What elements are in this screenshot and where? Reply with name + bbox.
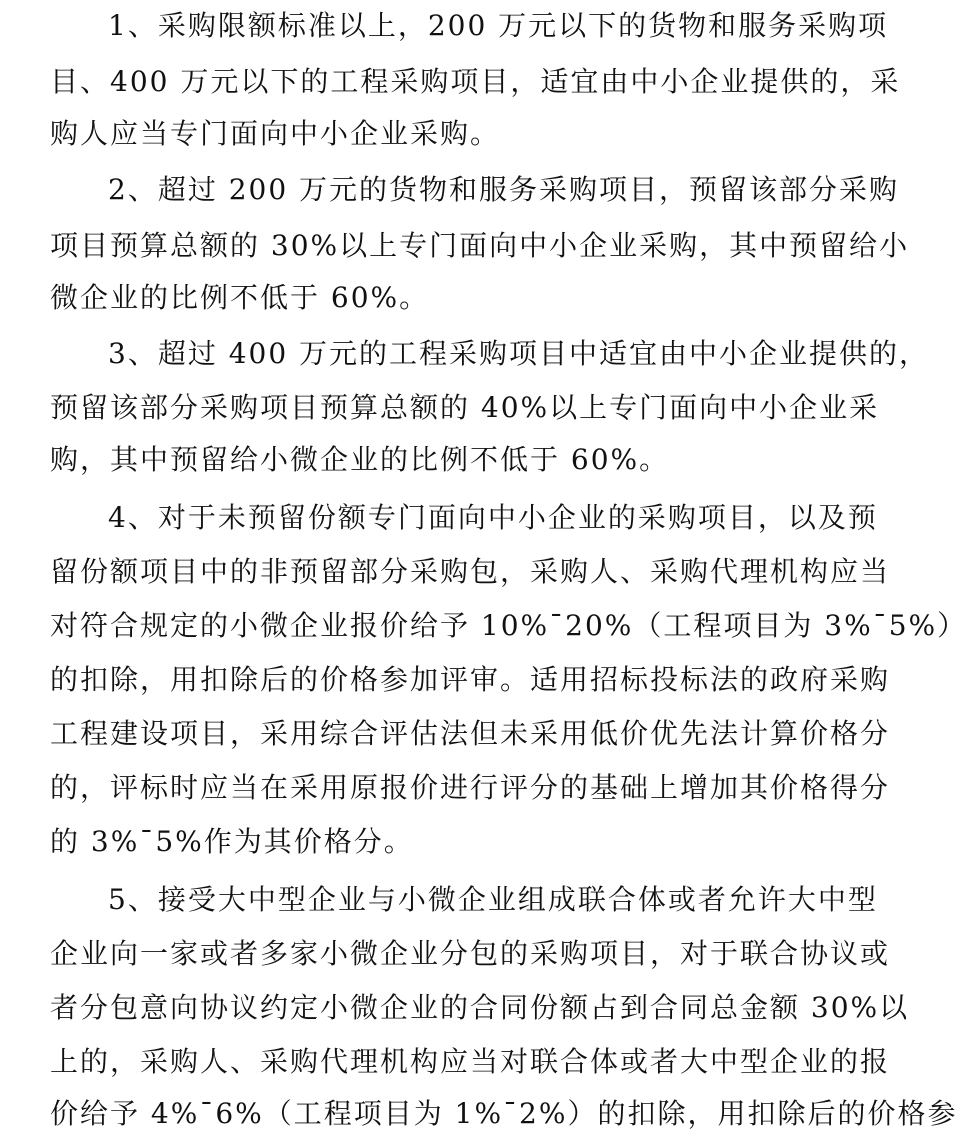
paragraph-1-line-3: 购人应当专门面向中小企业采购。 [50,117,501,150]
paragraph-4-line-2: 留份额项目中的非预留部分采购包，采购人、采购代理机构应当 [50,555,891,588]
paragraph-2-line-1: 2、超过 200 万元的货物和服务采购项目，预留该部分采购 [108,173,900,206]
paragraph-5-line-2: 企业向一家或者多家小微企业分包的采购项目，对于联合协议或 [50,937,891,970]
paragraph-3-line-2: 预留该部分采购项目预算总额的 40%以上专门面向中小企业采 [50,391,880,424]
paragraph-4-line-7: 的 3%¯5%作为其价格分。 [50,825,414,858]
paragraph-3-line-1: 3、超过 400 万元的工程采购项目中适宜由中小企业提供的， [108,337,930,370]
paragraph-4-line-6: 的，评标时应当在采用原报价进行评分的基础上增加其价格得分 [50,771,891,804]
paragraph-4-line-5: 工程建设项目，采用综合评估法但未采用低价优先法计算价格分 [50,717,891,750]
paragraph-2-line-3: 微企业的比例不低于 60%。 [50,281,430,314]
paragraph-2-line-2: 项目预算总额的 30%以上专门面向中小企业采购，其中预留给小 [50,229,910,262]
paragraph-4-line-3: 对符合规定的小微企业报价给予 10%¯20%（工程项目为 3%¯5%） [50,609,967,642]
paragraph-4-line-1: 4、对于未预留份额专门面向中小企业的采购项目，以及预 [108,501,878,534]
paragraph-3-line-3: 购，其中预留给小微企业的比例不低于 60%。 [50,443,670,476]
paragraph-5-line-4: 上的，采购人、采购代理机构应当对联合体或者大中型企业的报 [50,1045,891,1078]
paragraph-1-line-1: 1、采购限额标准以上，200 万元以下的货物和服务采购项 [108,9,889,42]
paragraph-5-line-3: 者分包意向协议约定小微企业的合同份额占到合同总金额 30%以 [50,991,910,1024]
paragraph-5-line-1: 5、接受大中型企业与小微企业组成联合体或者允许大中型 [108,883,878,916]
paragraph-4-line-4: 的扣除，用扣除后的价格参加评审。适用招标投标法的政府采购 [50,663,891,696]
paragraph-5-line-5: 价给予 4%¯6%（工程项目为 1%¯2%）的扣除，用扣除后的价格参 [50,1097,958,1130]
paragraph-1-line-2: 目、400 万元以下的工程采购项目，适宜由中小企业提供的，采 [50,65,901,98]
